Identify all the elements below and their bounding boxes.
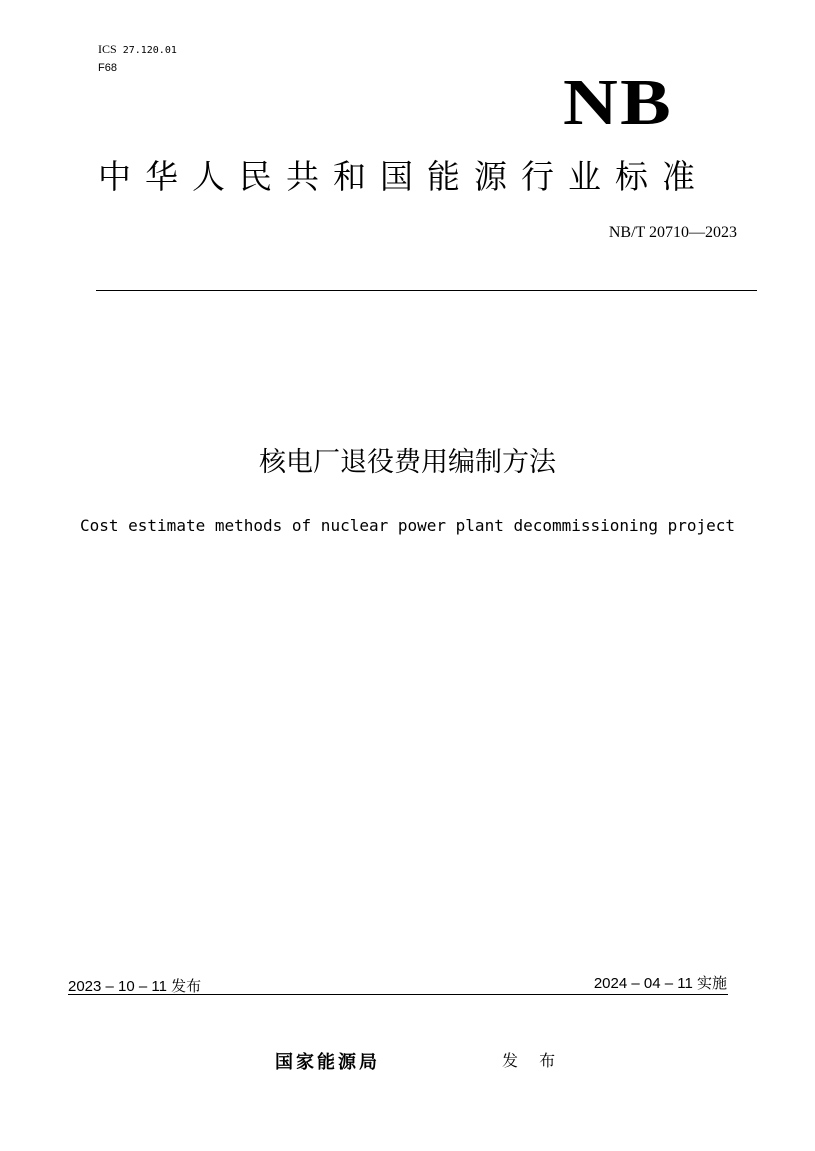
standard-name: 中华人民共和国能源行业标准 — [98, 157, 709, 196]
date-divider — [68, 994, 728, 995]
classification-code: F68 — [98, 62, 117, 74]
ics-label: ICS — [98, 42, 117, 56]
document-title-english: Cost estimate methods of nuclear power plant decommissioning project — [79, 516, 736, 535]
issue-date: 2023 – 10 – 11 发布 — [68, 978, 202, 995]
implementation-date: 2024 – 04 – 11 实施 — [593, 975, 727, 992]
issuing-statement: 发 布 — [502, 1051, 564, 1070]
ics-code: 27.120.01 — [122, 45, 177, 56]
ics-line — [98, 42, 177, 57]
standard-number: NB/T 20710—2023 — [608, 224, 737, 241]
nb-logo: NB — [563, 66, 674, 139]
document-title-chinese: 核电厂退役费用编制方法 — [259, 447, 556, 478]
header-divider — [96, 290, 757, 291]
issuing-authority: 国家能源局 — [275, 1052, 380, 1073]
